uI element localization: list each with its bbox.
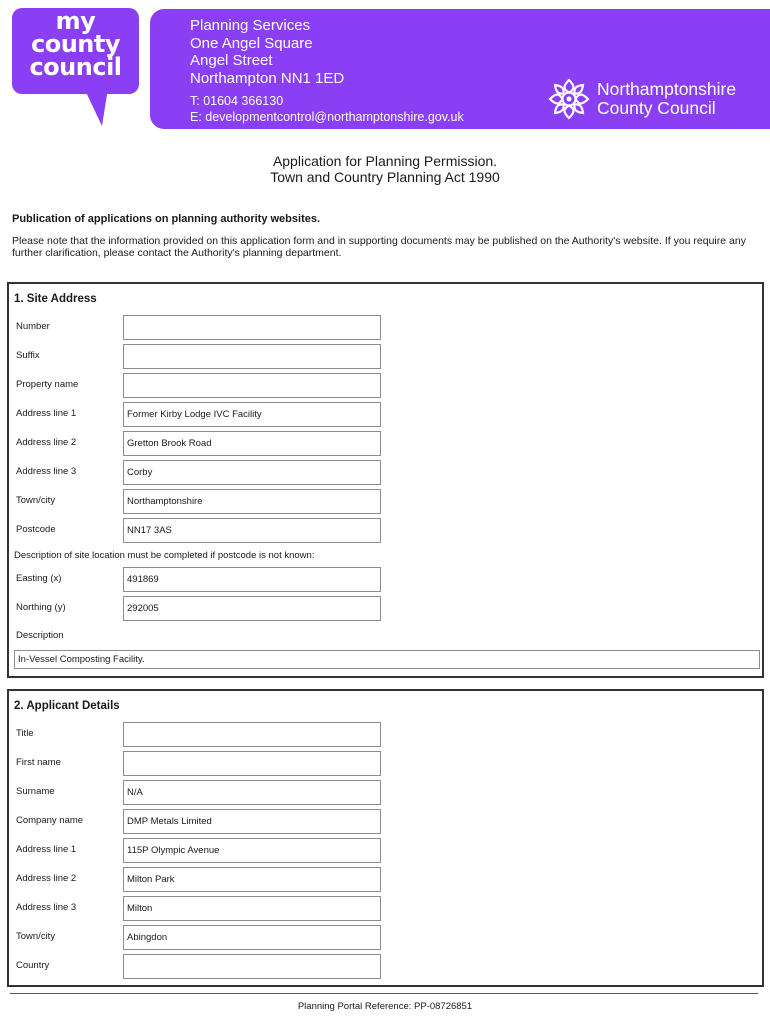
- field-label: Title: [16, 728, 34, 739]
- suffix-field[interactable]: [123, 344, 381, 369]
- form-row: [9, 722, 762, 748]
- applicant-details-section: [7, 689, 764, 987]
- postcode-field[interactable]: NN17 3AS: [123, 518, 381, 543]
- address-line-3-field[interactable]: Corby: [123, 460, 381, 485]
- surname-field[interactable]: N/A: [123, 780, 381, 805]
- form-row: [9, 460, 762, 486]
- title-field[interactable]: [123, 722, 381, 747]
- address-line: Planning Services: [190, 17, 311, 34]
- property-name-field[interactable]: [123, 373, 381, 398]
- northing-field[interactable]: 292005: [123, 596, 381, 621]
- field-label: Suffix: [16, 350, 40, 361]
- publication-heading: Publication of applications on planning authority websites.: [12, 213, 321, 225]
- form-row: [9, 809, 762, 835]
- logo-speech-tail: [84, 88, 108, 126]
- field-label: Number: [16, 321, 50, 332]
- form-row: [9, 751, 762, 777]
- form-row: [9, 925, 762, 951]
- northamptonshire-logo: [547, 77, 757, 121]
- email-address[interactable]: E: developmentcontrol@northamptonshire.gov.uk: [190, 109, 464, 124]
- council-name-line: County Council: [597, 98, 716, 118]
- address-line: Northampton NN1 1ED: [190, 69, 345, 87]
- council-address: [190, 17, 344, 87]
- address-line-1-field[interactable]: 115P Olympic Avenue: [123, 838, 381, 863]
- field-label: Address line 3: [16, 902, 77, 913]
- address-line-3-field[interactable]: Milton: [123, 896, 381, 921]
- first-name-field[interactable]: [123, 751, 381, 776]
- council-name-line: Northamptonshire: [597, 79, 737, 99]
- form-row: [9, 431, 762, 457]
- country-field[interactable]: [123, 954, 381, 979]
- phone-number: T: 01604 366130: [190, 94, 284, 108]
- address-line: Angel Street: [190, 52, 273, 69]
- location-note: Description of site location must be completed if postcode is not known:: [14, 550, 315, 561]
- header-banner: [150, 9, 770, 129]
- form-row: [9, 838, 762, 864]
- field-label: Northing (y): [16, 602, 66, 613]
- town-city-field[interactable]: Abingdon: [123, 925, 381, 950]
- field-label: Company name: [16, 815, 84, 826]
- logo-line: county: [30, 30, 120, 58]
- easting-field[interactable]: 491869: [123, 567, 381, 592]
- address-line: One Angel Square: [190, 34, 313, 52]
- logo-line: council: [29, 53, 122, 81]
- form-row: [9, 596, 762, 622]
- field-label: Easting (x): [16, 573, 62, 584]
- portal-reference: Planning Portal Reference: PP-08726851: [297, 1001, 473, 1012]
- form-row: [9, 567, 762, 593]
- form-row: [9, 373, 762, 399]
- form-row: [9, 315, 762, 341]
- form-row: [9, 780, 762, 806]
- field-label: Address line 3: [16, 466, 77, 477]
- field-label: Town/city: [16, 931, 56, 942]
- field-label: Town/city: [16, 495, 56, 506]
- form-row: [9, 896, 762, 922]
- footer-divider: [10, 993, 758, 994]
- publication-note: Please note that the information provided on this application form and in supporting documents may be published on the Authority's website. If you require any further clarification, please contact the Authority's planning department.: [12, 235, 746, 259]
- form-row: [9, 489, 762, 515]
- council-contact: [190, 94, 464, 125]
- number-field[interactable]: [123, 315, 381, 340]
- address-line-1-field[interactable]: Former Kirby Lodge IVC Facility: [123, 402, 381, 427]
- document-title: [0, 153, 770, 185]
- field-label: First name: [16, 757, 61, 768]
- company-name-field[interactable]: DMP Metals Limited: [123, 809, 381, 834]
- field-label: Surname: [16, 786, 55, 797]
- section-title: 2. Applicant Details: [14, 700, 120, 712]
- form-row: [9, 402, 762, 428]
- logo-text: [12, 7, 139, 81]
- address-line-2-field[interactable]: Gretton Brook Road: [123, 431, 381, 456]
- site-address-section: [7, 282, 764, 678]
- town-city-field[interactable]: Northamptonshire: [123, 489, 381, 514]
- title-line: Application for Planning Permission.: [272, 153, 498, 169]
- field-label: Address line 1: [16, 844, 77, 855]
- field-label: Postcode: [16, 524, 56, 535]
- section-title: 1. Site Address: [14, 293, 97, 305]
- description-field[interactable]: In-Vessel Composting Facility.: [14, 650, 760, 669]
- description-label: Description: [16, 630, 64, 641]
- rose-emblem-icon: [547, 77, 591, 121]
- field-label: Address line 1: [16, 408, 77, 419]
- field-label: Address line 2: [16, 873, 77, 884]
- council-name: [597, 80, 736, 118]
- field-label: Address line 2: [16, 437, 77, 448]
- form-row: [9, 518, 762, 544]
- address-line-2-field[interactable]: Milton Park: [123, 867, 381, 892]
- field-label: Country: [16, 960, 50, 971]
- form-row: [9, 344, 762, 370]
- logo-line: my: [55, 7, 96, 35]
- field-label: Property name: [16, 379, 79, 390]
- form-row: [9, 954, 762, 980]
- form-row: [9, 867, 762, 893]
- title-line: Town and Country Planning Act 1990: [270, 169, 500, 185]
